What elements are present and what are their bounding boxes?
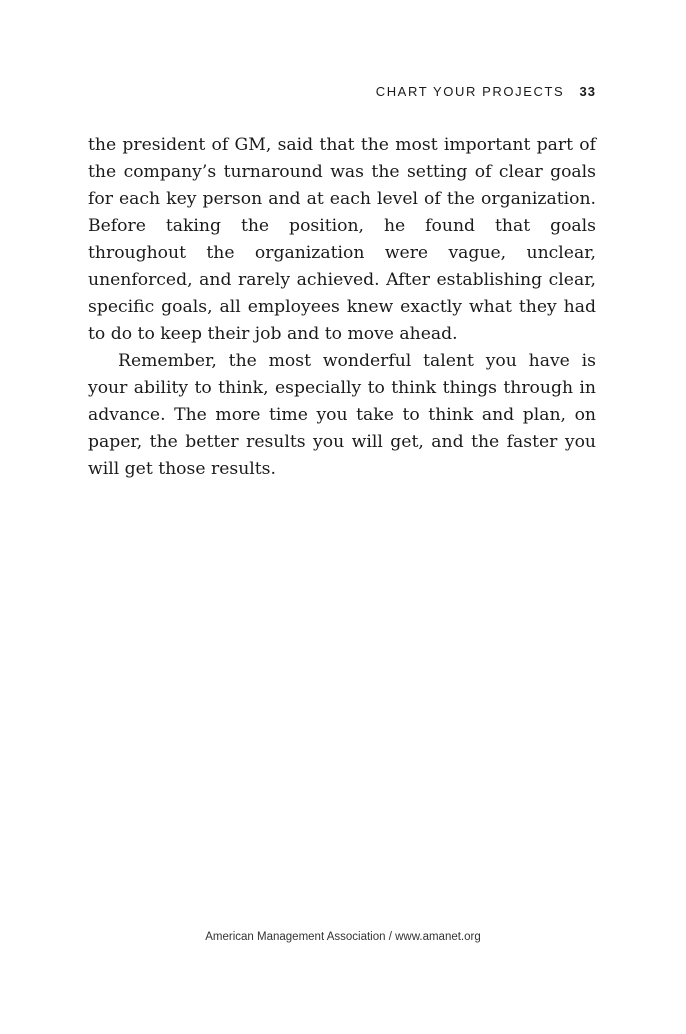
paragraph-continued: the president of GM, said that the most important part of the company’s turnaround was the setting of clear goals for each key person and at each level of the organization. Before taking the position, he found that goals throughout the organization were vague, unclear, unenforced, and rarely achieved. After establishing clear, specific goals, all employees knew exactly what they had to do to keep their job and to move ahead. <box>88 135 596 344</box>
running-title: CHART YOUR PROJECTS <box>375 84 565 99</box>
body-text <box>88 132 596 483</box>
page-footer: American Management Association / www.amanet.org <box>205 931 481 943</box>
page-number: 33 <box>579 84 596 99</box>
paragraph: Remember, the most wonderful talent you have is your ability to think, especially to think things through in advance. The more time you take to think and plan, on paper, the better results you will get, and the faster you will get those results. <box>88 351 596 479</box>
running-head <box>376 84 596 99</box>
